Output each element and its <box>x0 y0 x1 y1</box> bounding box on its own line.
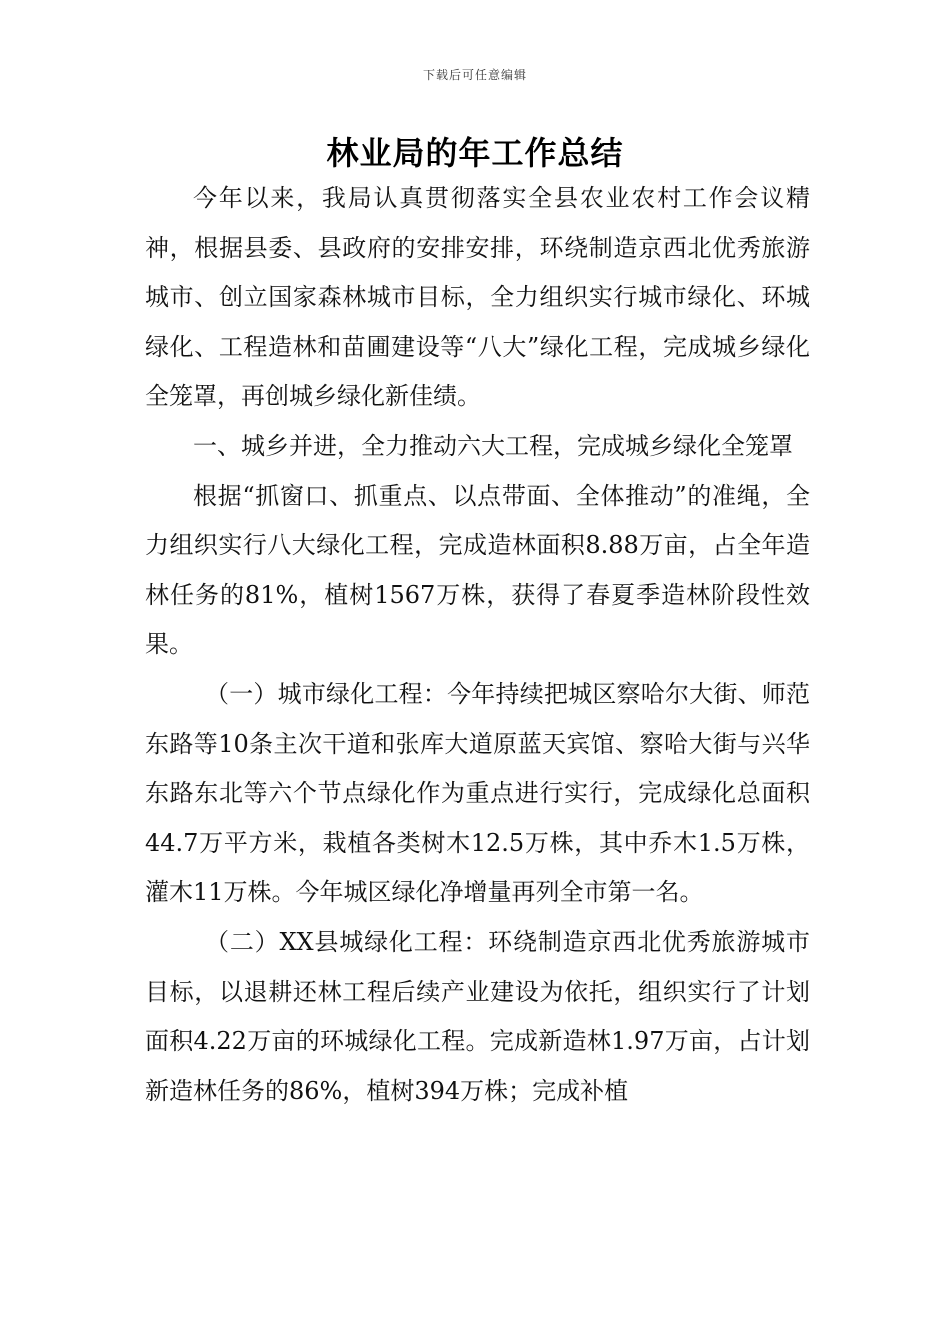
paragraph-city-greening: （一）城市绿化工程：今年持续把城区察哈尔大街、师范东路等10条主次干道和张库大道原蓝天宾馆、察哈大街与兴华东路东北等六个节点绿化作为重点进行实行，完成绿化总面积44.7万平方米，栽植各类树木12.5万株，其中乔木1.5万株，灌木11万株。今年城区绿化净增量再列全市第一名。 <box>145 679 810 907</box>
paragraph-county-greening: （二）XX县城绿化工程：环绕制造京西北优秀旅游城市目标，以退耕还林工程后续产业建设为依托，组织实行了计划面积4.22万亩的环城绿化工程。完成新造林1.97万亩，占计划新造林任务的86%，植树394万株；完成补植 <box>145 927 810 1105</box>
paragraph-intro: 今年以来，我局认真贯彻落实全县农业农村工作会议精神，根据县委、县政府的安排安排，环绕制造京西北优秀旅游城市、创立国家森林城市目标，全力组织实行城市绿化、环城绿化、工程造林和苗圃建设等“八大”绿化工程，完成城乡绿化全笼罩，再创城乡绿化新佳绩。 <box>145 184 810 411</box>
section-heading-1: 一、城乡并进，全力推动六大工程，完成城乡绿化全笼罩 <box>193 431 793 460</box>
document-title: 林业局的年工作总结 <box>326 134 624 172</box>
header-note: 下载后可任意编辑 <box>422 68 527 82</box>
document-body <box>145 174 810 1116</box>
paragraph-overview: 根据“抓窗口、抓重点、以点带面、全体推动”的准绳，全力组织实行八大绿化工程，完成造林面积8.88万亩，占全年造林任务的81%，植树1567万株，获得了春夏季造林阶段性效果。 <box>145 481 810 659</box>
